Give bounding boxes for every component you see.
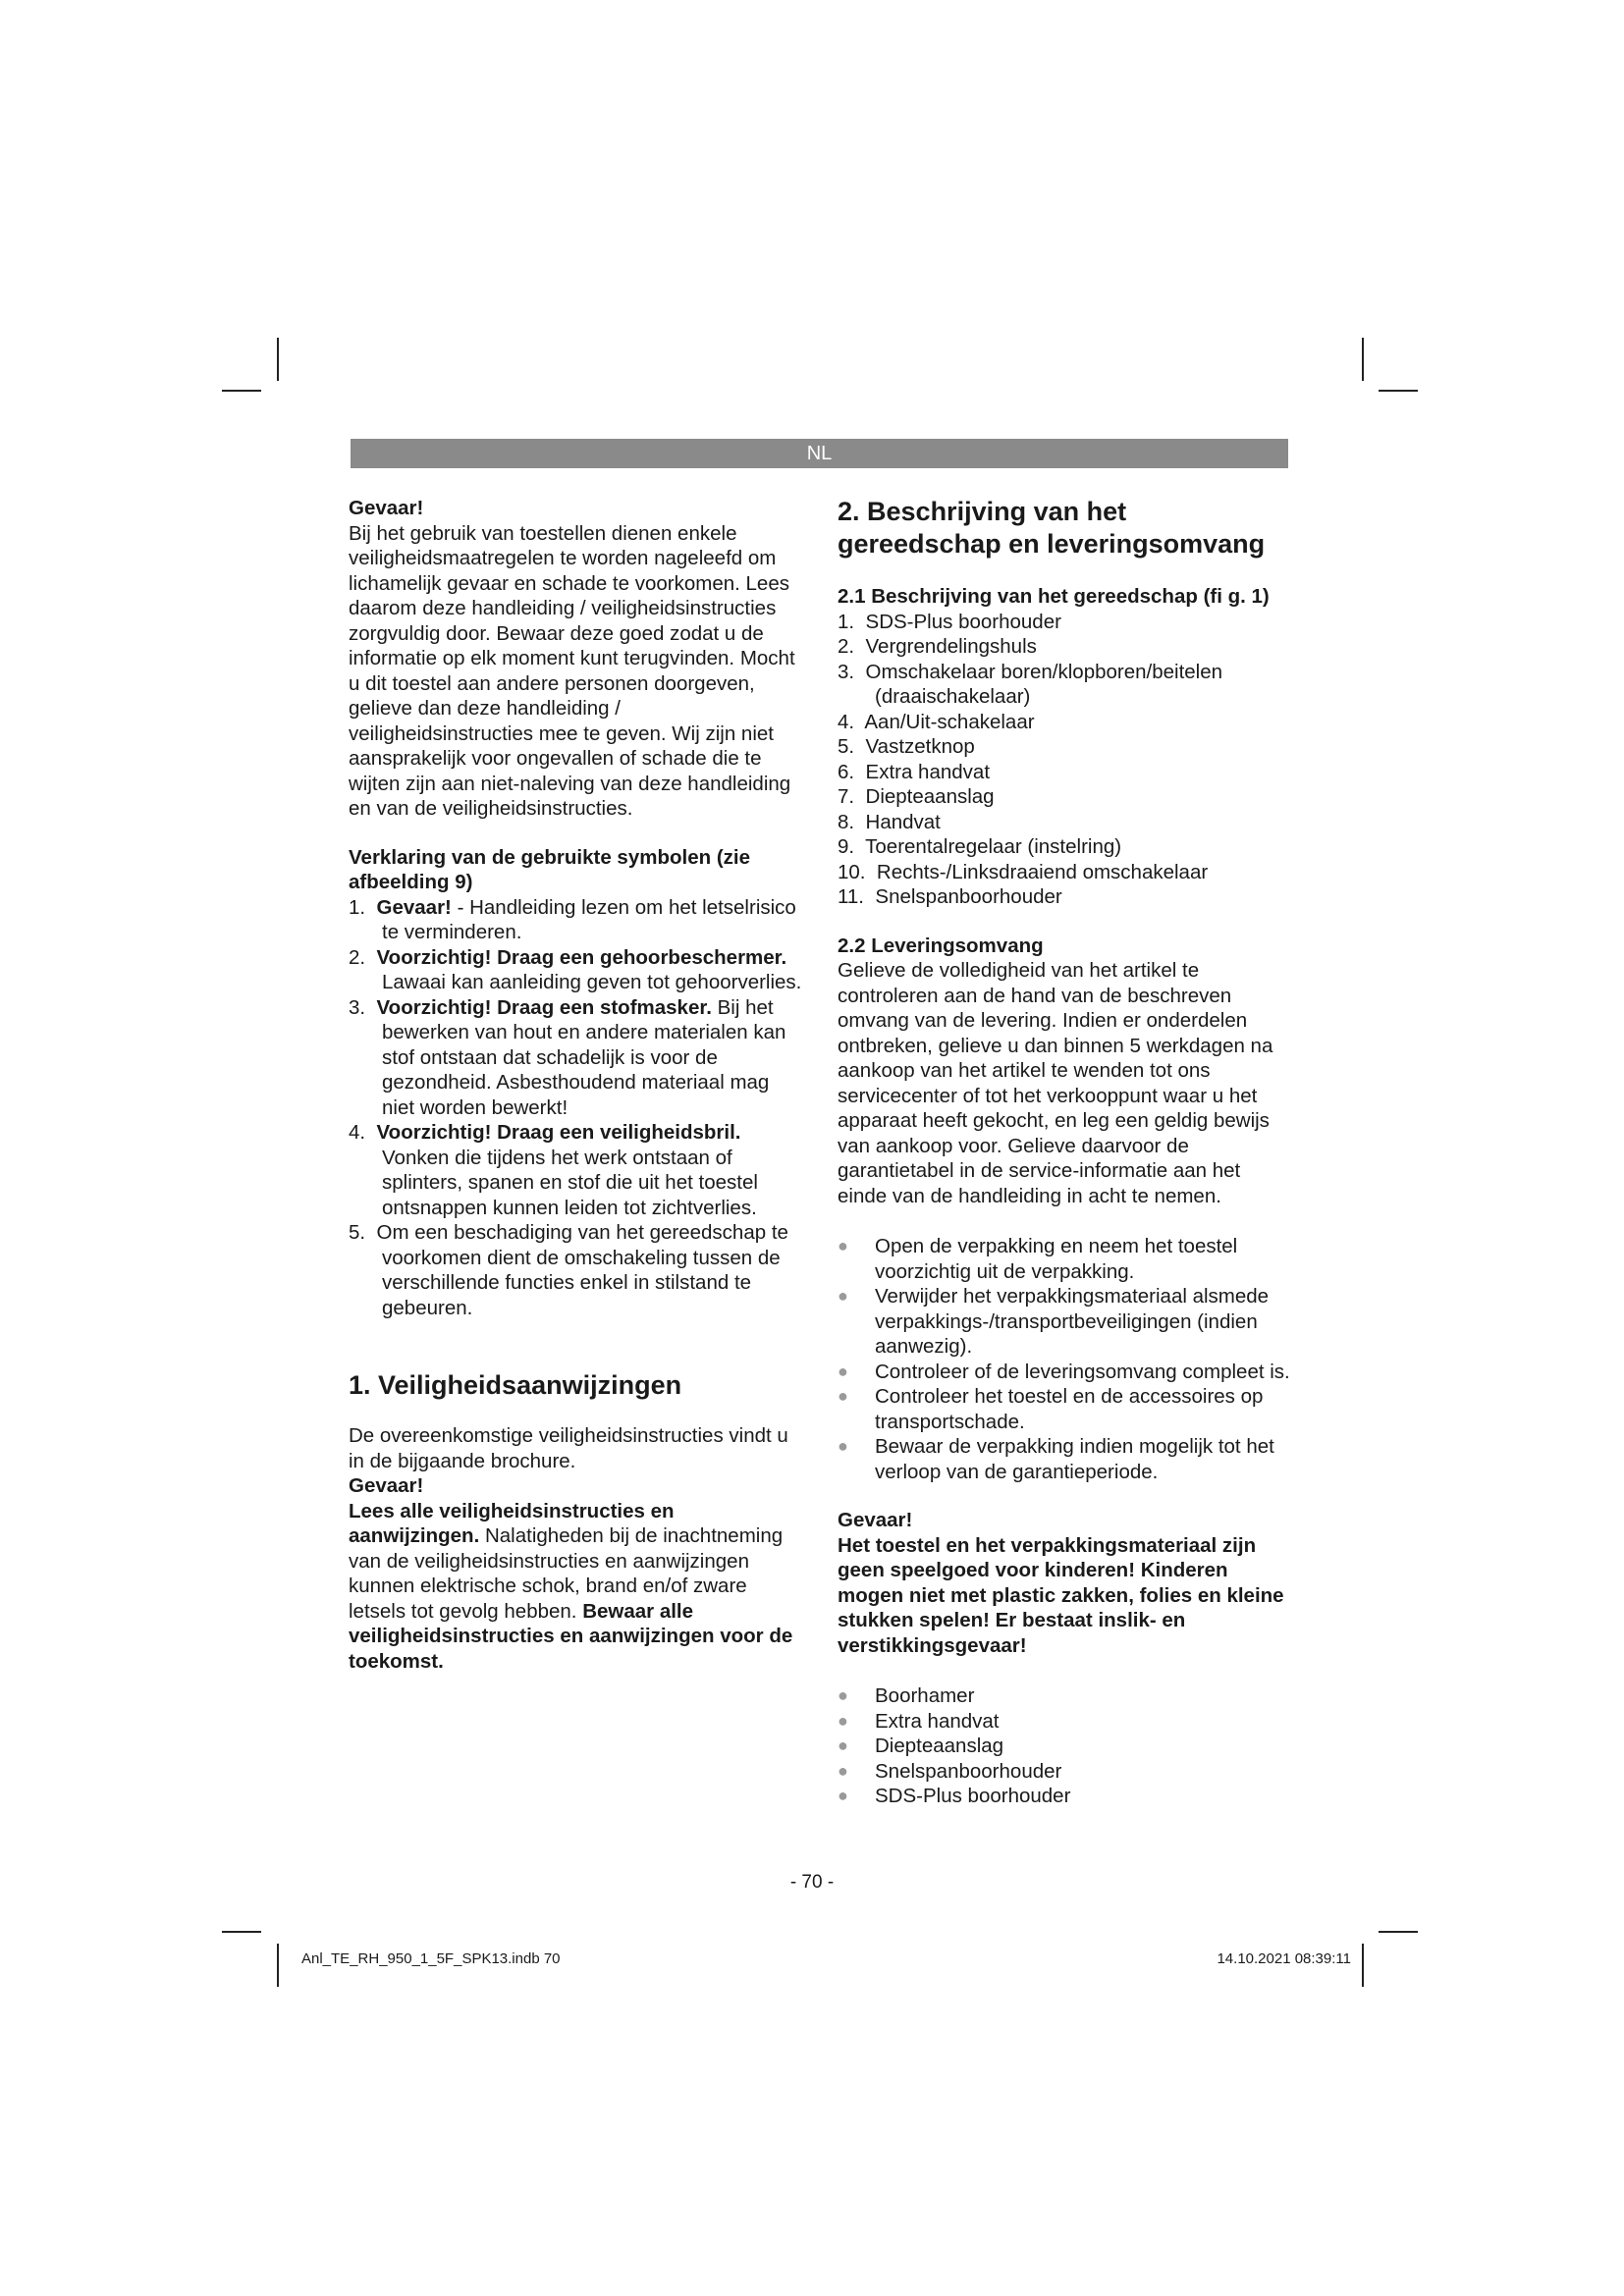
content-item: ● Diepteaanslag (838, 1735, 1004, 1757)
part-item: 1. SDS-Plus boorhouder (838, 610, 1061, 633)
crop-mark-bl-vertical (277, 1944, 279, 1987)
section-1-heading: 1. Veiligheidsaanwijzingen (349, 1370, 682, 1400)
crop-mark-br-horizontal (1379, 1931, 1418, 1933)
content-item: ● Snelspanboorhouder (838, 1759, 1062, 1783)
crop-mark-tr-horizontal (1379, 390, 1418, 392)
part-item: 9. Toerentalregelaar (instelring) (838, 835, 1122, 858)
content-item: ● Extra handvat (838, 1709, 1000, 1733)
language-code: NL (806, 443, 833, 464)
delivery-contents (838, 1683, 1291, 1809)
right-column (838, 496, 1291, 1809)
crop-mark-tr-vertical (1362, 338, 1364, 381)
bullet-icon: ● (838, 1436, 848, 1456)
symbols-list (349, 895, 802, 1321)
part-item: 6. Extra handvat (838, 760, 991, 783)
step-item: ● Verwijder het verpakkingsmateriaal alsmede verpakkings-/transportbeveiligingen (indien aanwezig). (838, 1285, 1270, 1358)
symbol-item: 1. Gevaar! - Handleiding lezen om het letselrisico te verminderen. (349, 895, 796, 943)
part-item: 11. Snelspanboorhouder (838, 885, 1062, 908)
bullet-icon: ● (838, 1760, 848, 1781)
part-item: 3. Omschakelaar boren/klopboren/beitelen (draaischakelaar) (838, 660, 1223, 708)
section-1-intro: De overeenkomstige veiligheidsinstructies vindt u in de bijgaande brochure. (349, 1424, 788, 1472)
section-2-2-title: 2.2 Leveringsomvang (838, 934, 1044, 957)
crop-mark-tl-vertical (277, 338, 279, 381)
symbol-item: 3. Voorzichtig! Draag een stofmasker. Bij het bewerken van hout en andere materialen kan stof ontstaan dat schadelijk is voor de gezondheid. Asbesthoudend materiaal mag niet worden bewerkt! (349, 995, 786, 1119)
step-item: ● Controleer of de leveringsomvang compleet is. (838, 1360, 1290, 1383)
footer-timestamp: 14.10.2021 08:39:11 (1217, 1950, 1351, 1967)
crop-mark-tl-horizontal (222, 390, 261, 392)
symbols-title: Verklaring van de gebruikte symbolen (zie afbeelding 9) (349, 845, 750, 893)
part-item: 8. Handvat (838, 810, 941, 833)
bullet-icon: ● (838, 1386, 848, 1406)
part-item: 5. Vastzetknop (838, 735, 975, 758)
bullet-icon: ● (838, 1710, 848, 1731)
bullet-icon: ● (838, 1361, 848, 1381)
part-item: 4. Aan/Uit-schakelaar (838, 710, 1035, 733)
step-item: ● Bewaar de verpakking indien mogelijk tot het verloop van de garantieperiode. (838, 1435, 1274, 1483)
symbol-item: 5. Om een beschadiging van het gereedschap te voorkomen dient de omschakeling tussen de verschillende functies enkel in stilstand te gebeuren. (349, 1221, 788, 1319)
step-item: ● Open de verpakking en neem het toestel voorzichtig uit de verpakking. (838, 1235, 1238, 1283)
symbol-item: 2. Voorzichtig! Draag een gehoorbeschermer. Lawaai kan aanleiding geven tot gehoorverlies. (349, 945, 802, 993)
bullet-icon: ● (838, 1685, 848, 1705)
warning-text: Bij het gebruik van toestellen dienen enkele veiligheidsmaatregelen te worden nageleefd om lichamelijk gevaar en schade te voorkomen. Lees daarom deze handleiding / veiligheidsinstructies zorgvuldig door. Bewaar deze goed zodat u de informatie op elk moment kunt terugvinden. Mocht u dit toestel aan andere personen doorgeven, gelieve dan deze handleiding / veiligheidsinstructies mee te geven. Wij zijn niet aansprakelijk voor ongevallen of schade die te wijten zijn aan niet-naleving van deze handleiding en van de veiligheidsinstructies. (349, 521, 795, 820)
section-2-1-title: 2.1 Beschrijving van het gereedschap (fi g. 1) (838, 585, 1270, 608)
left-column (349, 496, 802, 1674)
content-item: ● SDS-Plus boorhouder (838, 1785, 1071, 1807)
part-item: 7. Diepteaanslag (838, 785, 995, 808)
symbol-item: 4. Voorzichtig! Draag een veiligheidsbril. Vonken die tijdens het werk ontstaan of splinters, spanen en stof die uit het toestel ontsnappen kunnen leiden tot zichtverlies. (349, 1121, 758, 1219)
danger-title: Gevaar! (838, 1509, 913, 1531)
parts-list (838, 610, 1291, 910)
unpacking-steps (838, 1234, 1291, 1484)
page-number: - 70 - (789, 1872, 835, 1893)
section-1-text: Lees alle veiligheidsinstructies en aanwijzingen. Nalatigheden bij de inachtneming van de veiligheidsinstructies en aanwijzingen kunnen elektrische schok, brand en/of zware letsels tot gevolg hebben. Bewaar alle veiligheidsinstructies en aanwijzingen voor de toekomst. (349, 1499, 793, 1673)
section-2-heading: 2. Beschrijving van het gereedschap en leveringsomvang (838, 497, 1266, 559)
warning-title: Gevaar! (349, 497, 424, 519)
part-item: 10. Rechts-/Linksdraaiend omschakelaar (838, 860, 1209, 883)
bullet-icon: ● (838, 1735, 848, 1755)
step-item: ● Controleer het toestel en de accessoires op transportschade. (838, 1385, 1264, 1433)
part-item: 2. Vergrendelingshuls (838, 635, 1037, 658)
section-2-2-text: Gelieve de volledigheid van het artikel te controleren aan de hand van de beschreven omvang van de levering. Indien er onderdelen ontbreken, gelieve u dan binnen 5 werkdagen na aankoop van het artikel te wenden tot ons servicecenter of tot het verkooppunt waar u het apparaat heeft gekocht, en leg een geldig bewijs van aankoop voor. Gelieve daarvoor de garantietabel in de service-informatie aan het einde van de handleiding in acht te nemen. (838, 959, 1273, 1207)
content-item: ● Boorhamer (838, 1684, 975, 1707)
crop-mark-br-vertical (1362, 1944, 1364, 1987)
crop-mark-bl-horizontal (222, 1931, 261, 1933)
footer-file: Anl_TE_RH_950_1_5F_SPK13.indb 70 (301, 1950, 561, 1967)
bullet-icon: ● (838, 1236, 848, 1255)
danger-text: Het toestel en het verpakkingsmateriaal zijn geen speelgoed voor kinderen! Kinderen mogen niet met plastic zakken, folies en kleine stukken spelen! Er bestaat inslik- en verstikkingsgevaar! (838, 1533, 1284, 1657)
bullet-icon: ● (838, 1286, 848, 1306)
language-header-bar (351, 439, 1288, 468)
bullet-icon: ● (838, 1786, 848, 1805)
section-1-warning: Gevaar! (349, 1474, 424, 1497)
